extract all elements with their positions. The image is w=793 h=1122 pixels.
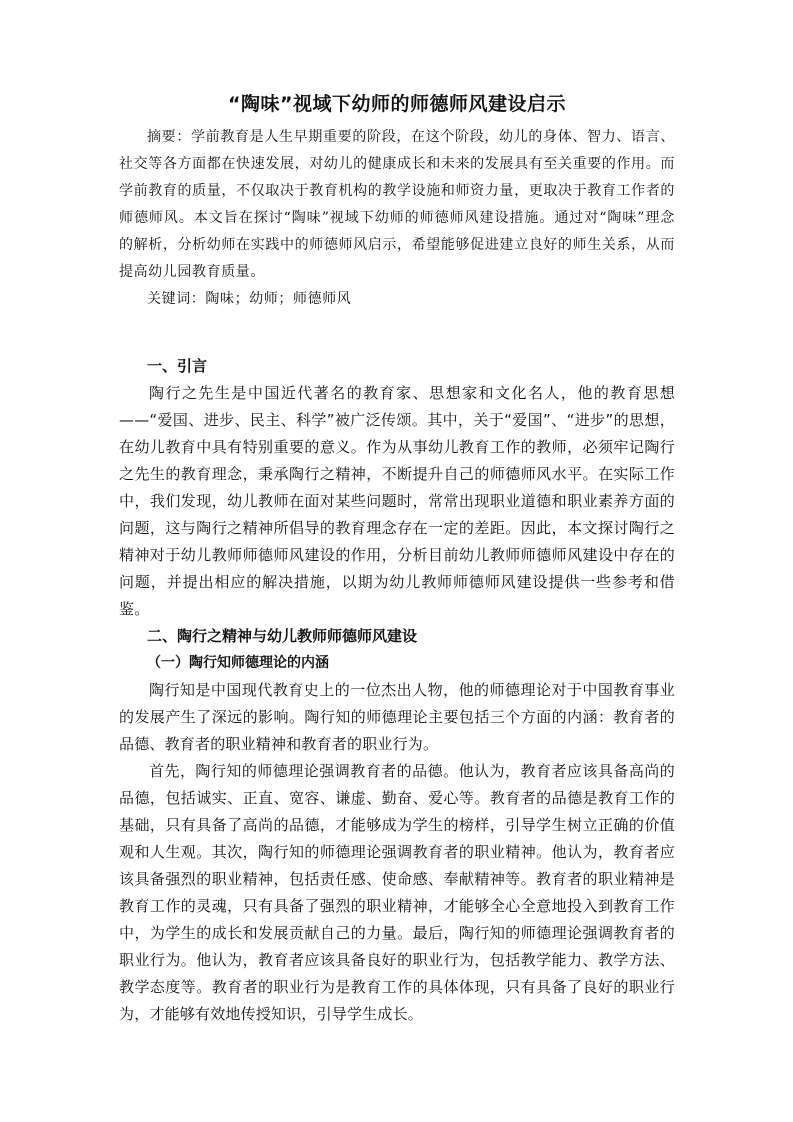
body-paragraph: 首先，陶行知的师德理论强调教育者的品德。他认为，教育者应该具备高尚的品德，包括诚实、正直、宽容、谦虚、勤奋、爱心等。教育者的品德是教育工作的基础，只有具备了高尚的品德，才能够成为学生的榜样，引导学生树立正确的价值观和人生观。其次，陶行知的师德理论强调教育者的职业精神。他认为，教育者应该具备强烈的职业精神，包括责任感、使命感、奉献精神等。教育者的职业精神是教育工作的灵魂，只有具备了强烈的职业精神，才能够全心全意地投入到教育工作中，为学生的成长和发展贡献自己的力量。最后，陶行知的师德理论强调教育者的职业行为。他认为，教育者应该具备良好的职业行为，包括教学能力、教学方法、教学态度等。教育者的职业行为是教育工作的具体体现，只有具备了良好的职业行为，才能够有效地传授知识，引导学生成长。	[119, 762, 675, 1023]
subsection-heading-ethics-theory: （一）陶行知师德理论的内涵	[147, 655, 329, 671]
body-paragraph: 陶行之先生是中国近代著名的教育家、思想家和文化名人，他的教育思想——“爱国、进步、民主、科学”被广泛传颂。其中，关于“爱国”、“进步”的思想，在幼儿教育中具有特别重要的意义。作为从事幼儿教育工作的教师，必须牢记陶行之先生的教育理念，秉承陶行之精神，不断提升自己的师德师风水平。在实际工作中，我们发现，幼儿教师在面对某些问题时，常常出现职业道德和职业素养方面的问题，这与陶行之精神所倡导的教育理念存在一定的差距。因此，本文探讨陶行之精神对于幼儿教师师德师风建设的作用，分析目前幼儿教师师德师风建设中存在的问题，并提出相应的解决措施，以期为幼儿教师师德师风建设提供一些参考和借鉴。	[119, 384, 675, 618]
keywords-line: 关键词：陶味；幼师；师德师风	[147, 291, 352, 307]
body-paragraph: 陶行知是中国现代教育史上的一位杰出人物，他的师德理论对于中国教育事业的发展产生了深远的影响。陶行知的师德理论主要包括三个方面的内涵：教育者的品德、教育者的职业精神和教育者的职业行为。	[119, 681, 675, 753]
section-heading-tao-spirit: 二、陶行之精神与幼儿教师师德师风建设	[147, 627, 418, 645]
abstract-paragraph: 摘要：学前教育是人生早期重要的阶段，在这个阶段，幼儿的身体、智力、语言、社交等各方面都在快速发展，对幼儿的健康成长和未来的发展具有至关重要的作用。而学前教育的质量，不仅取决于教育机构的教学设施和师资力量，更取决于教育工作者的师德师风。本文旨在探讨“陶味”视域下幼师的师德师风建设措施。通过对“陶味”理念的解析，分析幼师在实践中的师德师风启示，希望能够促进建立良好的师生关系，从而提高幼儿园教育质量。	[119, 129, 675, 280]
document-title: “陶味”视域下幼师的师德师风建设启示	[228, 93, 566, 115]
section-spacer	[119, 313, 675, 353]
section-heading-introduction: 一、引言	[147, 357, 208, 375]
document-page	[119, 90, 675, 1028]
